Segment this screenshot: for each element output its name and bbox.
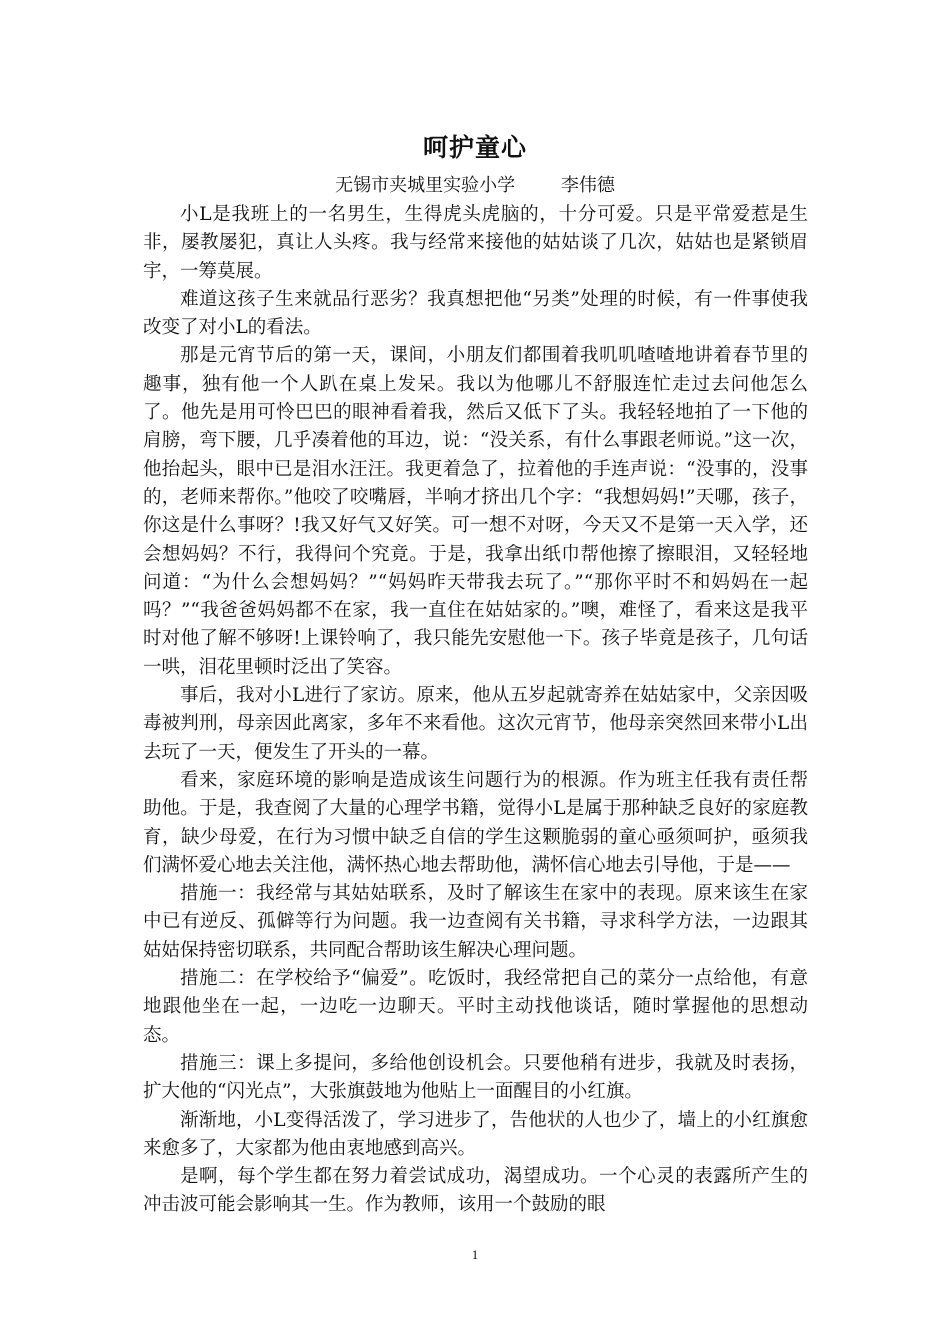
- body-paragraph: 措施三：课上多提问，多给他创设机会。只要他稍有进步，我就及时表扬，扩大他的“闪光点”，大张旗鼓地为他贴上一面醒目的小红旗。: [143, 1052, 808, 1103]
- body-paragraph: 渐渐地，小L变得活泼了，学习进步了，告他状的人也少了，墙上的小红旗愈来愈多了，大家都为他由衷地感到高兴。: [143, 1109, 808, 1159]
- author-byline: 无锡市夹城里实验小学 李伟德: [335, 175, 615, 196]
- body-paragraph: 难道这孩子生来就品行恶劣？我真想把他“另类”处理的时候，有一件事使我改变了对小L的看法。: [143, 288, 808, 339]
- body-paragraph: 措施一：我经常与其姑姑联系，及时了解该生在家中的表现。原来该生在家中已有逆反、孤僻等行为问题。我一边查阅有关书籍，寻求科学方法，一边跟其姑姑保持密切联系，共同配合帮助该生解决心理问题。: [143, 883, 808, 961]
- body-paragraph: 那是元宵节后的第一天，课间，小朋友们都围着我叽叽喳喳地讲着春节里的趣事，独有他一个人趴在桌上发呆。我以为他哪儿不舒服连忙走过去问他怎么了。他先是用可怜巴巴的眼神看着我，然后又低下了头。我轻轻地拍了一下他的肩膀，弯下腰，几乎凑着他的耳边，说：“没关系，有什么事跟老师说。”这一次，他抬起头，眼中已是泪水汪汪。我更着急了，拉着他的手连声说：“没事的，没事的，老师来帮你。”他咬了咬嘴唇，半响才挤出几个字：“我想妈妈!”天哪，孩子，你这是什么事呀？!我又好气又好笑。可一想不对呀，今天又不是第一天入学，还会想妈妈？不行，我得问个究竟。于是，我拿出纸巾帮他擦了擦眼泪，又轻轻地问道：“为什么会想妈妈？”“妈妈昨天带我去玩了。”“那你平时不和妈妈在一起吗？”“我爸爸妈妈都不在家，我一直住在姑姑家的。”噢，难怪了，看来这是我平时对他了解不够呀!上课铃响了，我只能先安慰他一下。孩子毕竟是孩子，几句话一哄，泪花里顿时泛出了笑容。: [143, 345, 808, 678]
- body-paragraph: 事后，我对小L进行了家访。原来，他从五岁起就寄养在姑姑家中，父亲因吸毒被判刑，母亲因此离家，多年不来看他。这次元宵节，他母亲突然回来带小L出去玩了一天，便发生了开头的一幕。: [143, 685, 808, 763]
- document-title: 呵护童心: [422, 133, 527, 162]
- document-body: [143, 201, 808, 1220]
- body-paragraph: 是啊，每个学生都在努力着尝试成功，渴望成功。一个心灵的表露所产生的冲击波可能会影响其一生。作为教师，该用一个鼓励的眼: [143, 1166, 808, 1216]
- body-paragraph: 看来，家庭环境的影响是造成该生问题行为的根源。作为班主任我有责任帮助他。于是，我查阅了大量的心理学书籍，觉得小L是属于那种缺乏良好的家庭教育，缺少母爱，在行为习惯中缺乏自信的学生这颗脆弱的童心亟须呵护，亟须我们满怀爱心地去关注他，满怀热心地去帮助他，满怀信心地去引导他，于是——: [143, 769, 808, 876]
- body-paragraph: 措施二：在学校给予“偏爱”。吃饭时，我经常把自己的菜分一点给他，有意地跟他坐在一起，一边吃一边聊天。平时主动找他谈话，随时掌握他的思想动态。: [143, 968, 808, 1046]
- body-paragraph: 小L是我班上的一名男生，生得虎头虎脑的，十分可爱。只是平常爱惹是生非，屡教屡犯，真让人头疼。我与经常来接他的姑姑谈了几次，姑姑也是紧锁眉宇，一筹莫展。: [143, 204, 808, 282]
- page-number: 1: [471, 1247, 479, 1262]
